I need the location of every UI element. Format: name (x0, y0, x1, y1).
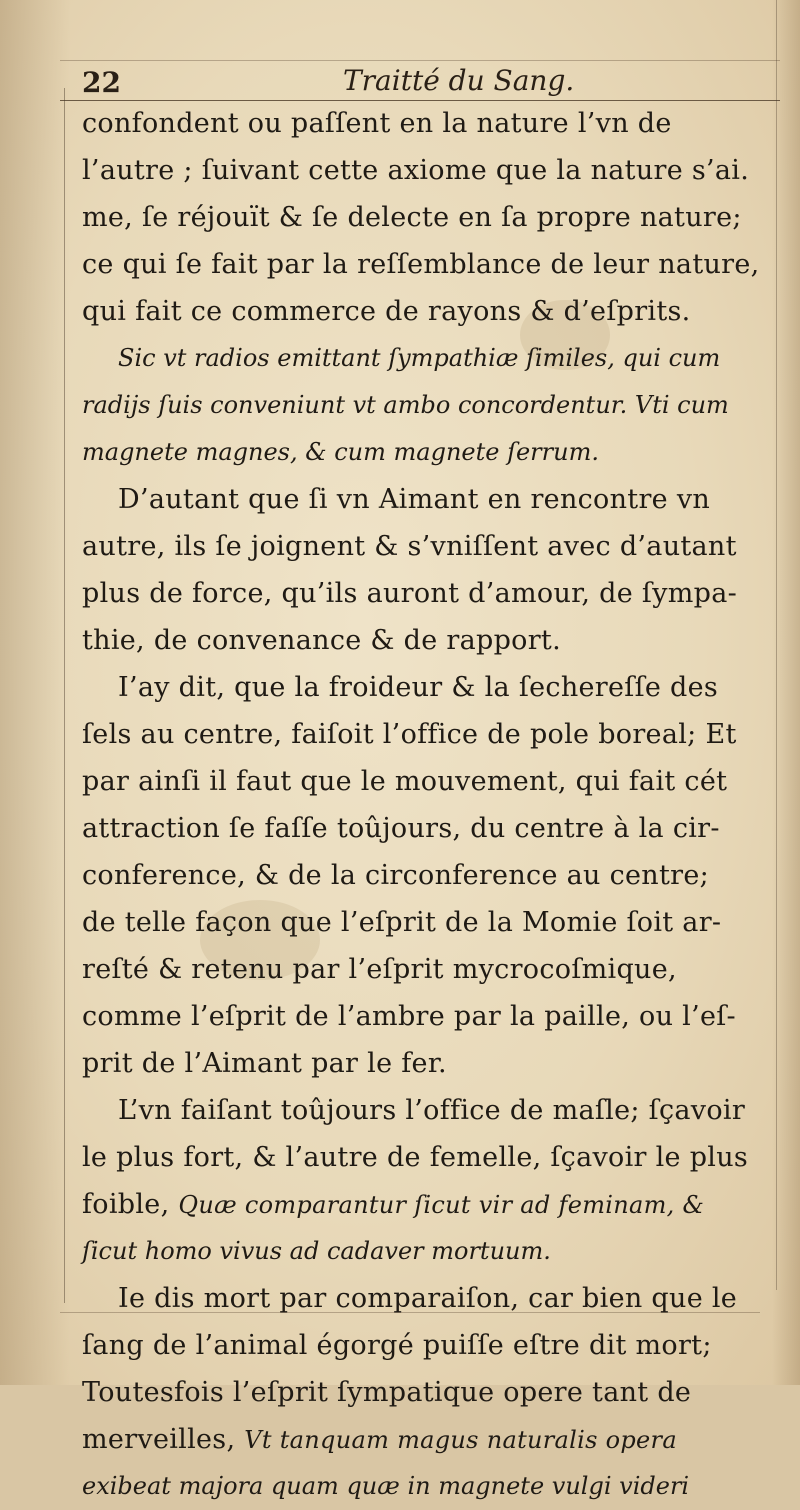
text-line (82, 194, 772, 241)
text-segment: thie, de convenance & de rapport. (82, 625, 561, 656)
text-segment: de telle façon que l’eſprit de la Momie ſoit ar- (82, 907, 722, 938)
text-segment: magnete magnes, & cum magnete ſerrum. (82, 438, 599, 466)
text-segment: merveilles, (82, 1424, 245, 1455)
text-segment: I’ay dit, que la froideur & la ſechereſſe des (118, 672, 719, 703)
body-text (82, 100, 772, 1510)
text-segment: autre, ils ſe joignent & s’vniſſent avec d’autant (82, 531, 737, 562)
text-line (82, 899, 772, 946)
text-segment: l’autre ; ſuivant cette axiome que la nature s’ai. (82, 155, 750, 186)
text-segment: reſté & retenu par l’eſprit mycrocoſmique, (82, 954, 677, 985)
text-line (82, 335, 772, 382)
text-line (82, 523, 772, 570)
text-line (82, 1228, 772, 1275)
text-line (82, 1040, 772, 1087)
text-line (82, 288, 772, 335)
text-line (82, 100, 772, 147)
text-line (82, 1181, 772, 1228)
header-rule-top (60, 60, 780, 61)
text-segment: Ie dis mort par comparaiſon, car bien que le (118, 1283, 738, 1314)
running-title: Traitté du Sang. (343, 64, 575, 97)
text-line (82, 711, 772, 758)
text-segment: plus de force, qu’ils auront d’amour, de ſympa- (82, 578, 738, 609)
text-segment: exibeat majora quam quæ in magnete vulgi videri (82, 1472, 690, 1500)
text-line (82, 147, 772, 194)
text-line (82, 664, 772, 711)
text-line (82, 1087, 772, 1134)
text-segment: qui fait ce commerce de rayons & d’eſprits. (82, 296, 691, 327)
running-header (78, 64, 768, 100)
text-segment: confondent ou paſſent en la nature l’vn de (82, 108, 672, 139)
text-line (82, 1134, 772, 1181)
text-line (82, 758, 772, 805)
text-segment: D’autant que ſi vn Aimant en rencontre vn (118, 484, 711, 515)
italic-text-segment: Vt tanquam magus naturalis opera (244, 1426, 677, 1454)
text-line (82, 852, 772, 899)
text-segment: Toutesfois l’eſprit ſympatique opere tant de (82, 1377, 692, 1408)
text-segment: Sic vt radios emittant ſympathiæ ſimiles, qui cum (118, 344, 721, 372)
text-segment: le plus fort, & l’autre de femelle, ſçavoir le plus (82, 1142, 749, 1173)
text-segment: L’vn faiſant toûjours l’office de maſle; ſçavoir (118, 1095, 746, 1126)
text-line (82, 429, 772, 476)
right-margin-line (776, 0, 777, 1290)
text-line (82, 1416, 772, 1463)
text-line (82, 805, 772, 852)
text-segment: foible, (82, 1189, 179, 1220)
text-segment: par ainſi il faut que le mouvement, qui fait cét (82, 766, 728, 797)
text-line (82, 382, 772, 429)
text-segment: ce qui ſe fait par la reſſemblance de leur nature, (82, 249, 760, 280)
text-line (82, 1322, 772, 1369)
text-segment: comme l’eſprit de l’ambre par la paille, ou l’eſ- (82, 1001, 736, 1032)
italic-text-segment: Quæ comparantur ſicut vir ad feminam, & (178, 1191, 705, 1219)
page-number: 22 (82, 66, 121, 99)
gutter-shadow (0, 0, 70, 1385)
text-line (82, 476, 772, 523)
text-segment: ſicut homo vivus ad cadaver mortuum. (82, 1237, 551, 1265)
text-segment: conference, & de la circonference au centre; (82, 860, 710, 891)
text-segment: ſang de l’animal égorgé puiſſe eſtre dit mort; (82, 1330, 712, 1361)
text-line (82, 241, 772, 288)
text-segment: radijs ſuis conveniunt vt ambo concordentur. Vti cum (82, 391, 729, 419)
text-line (82, 1275, 772, 1322)
text-segment: attraction ſe faſſe toûjours, du centre à la cir- (82, 813, 720, 844)
text-line (82, 993, 772, 1040)
text-line (82, 1463, 772, 1510)
text-line (82, 617, 772, 664)
text-segment: me, ſe réjouït & ſe delecte en ſa propre nature; (82, 202, 742, 233)
text-line (82, 1369, 772, 1416)
left-margin-line (64, 88, 65, 1303)
text-line (82, 946, 772, 993)
text-segment: ſels au centre, faiſoit l’office de pole boreal; Et (82, 719, 737, 750)
text-segment: prit de l’Aimant par le fer. (82, 1048, 447, 1079)
text-line (82, 570, 772, 617)
